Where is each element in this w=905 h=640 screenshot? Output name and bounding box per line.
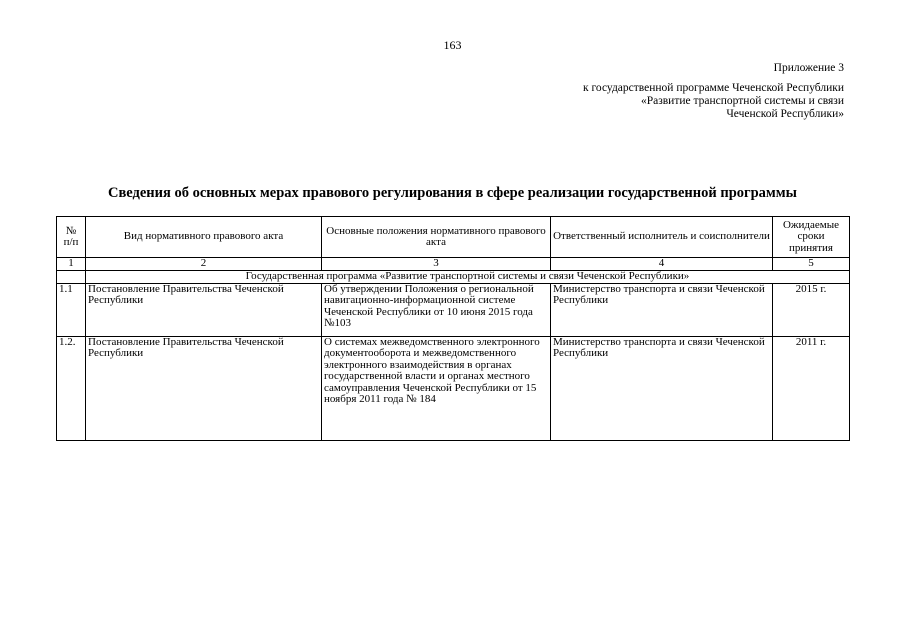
header-provisions: Основные положения нормативного правового акта [322,217,551,258]
header-executor: Ответственный исполнитель и соисполнители [551,217,773,258]
table-row [57,283,850,336]
column-number: 5 [773,258,850,271]
header-row [57,217,850,258]
row-provisions: Об утверждении Положения о региональной навигационно-информационной системе Чеченской Республики от 10 июня 2015 года №103 [322,283,551,336]
section-title: Государственная программа «Развитие транспортной системы и связи Чеченской Республики» [86,270,850,283]
header-act-type: Вид нормативного правового акта [86,217,322,258]
column-number: 3 [322,258,551,271]
section-empty-cell [57,270,86,283]
appendix-line: Чеченской Республики» [726,108,844,120]
row-deadline: 2015 г. [773,283,850,336]
row-executor: Министерство транспорта и связи Чеченской Республики [551,283,773,336]
row-act-type: Постановление Правительства Чеченской Республики [86,283,322,336]
row-executor: Министерство транспорта и связи Чеченской Республики [551,336,773,440]
appendix-line: «Развитие транспортной системы и связи [640,95,844,107]
table-row [57,336,850,440]
column-number: 4 [551,258,773,271]
column-number: 1 [57,258,86,271]
row-act-type: Постановление Правительства Чеченской Республики [86,336,322,440]
row-number: 1.1 [57,283,86,336]
header-num-line2: п/п [63,236,79,248]
appendix-header [583,62,844,121]
row-number: 1.2. [57,336,86,440]
row-deadline: 2011 г. [773,336,850,440]
header-deadline: Ожидаемые сроки принятия [773,217,850,258]
column-number: 2 [86,258,322,271]
header-num-line1: № [65,224,77,237]
section-row [57,270,850,283]
measures-table [56,216,850,441]
column-number-row [57,258,850,271]
appendix-line: к государственной программе Чеченской Республики [583,82,844,94]
appendix-label: Приложение 3 [773,62,844,74]
row-provisions: О системах межведомственного электронного документооборота и межведомственного электронного взаимодействия в органах государственной власти и органах местного самоуправления Чеченской Республики от 15 ноября 2011 года № 184 [322,336,551,440]
header-num [57,217,86,258]
document-title: Сведения об основных мерах правового регулирования в сфере реализации государственной программы [107,185,797,201]
page-number: 163 [443,38,462,52]
